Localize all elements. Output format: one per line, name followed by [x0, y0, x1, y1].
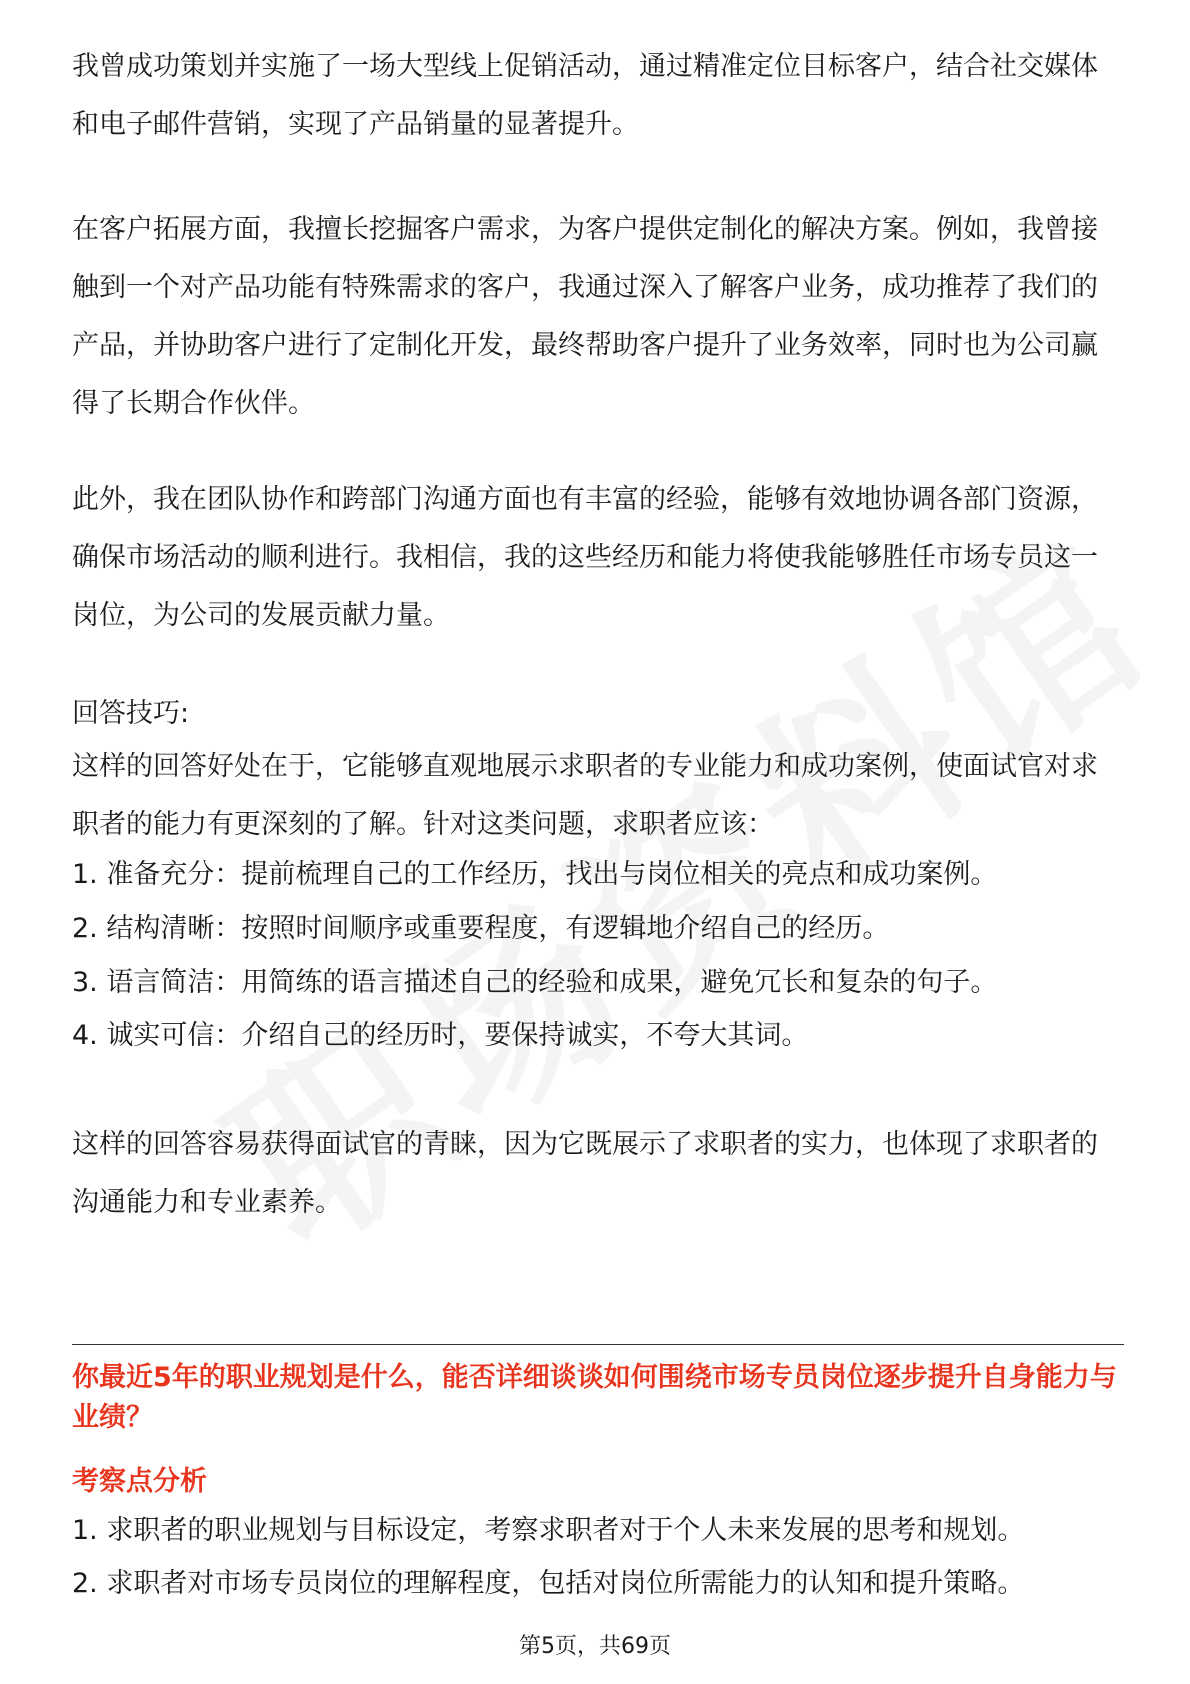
tips-intro: 这样的回答好处在于，它能够直观地展示求职者的专业能力和成功案例，使面试官对求职者的能力有更深刻的了解。针对这类问题，求职者应该： [72, 751, 1098, 840]
paragraph-promotion: 我曾成功策划并实施了一场大型线上促销活动，通过精准定位目标客户，结合社交媒体和电子邮件营销，实现了产品销量的显著提升。 [72, 51, 1098, 140]
section-divider [72, 1344, 1124, 1345]
analysis-item-1: 1. 求职者的职业规划与目标设定，考察求职者对于个人未来发展的思考和规划。 [72, 1515, 1025, 1546]
tips-conclusion: 这样的回答容易获得面试官的青睐，因为它既展示了求职者的实力，也体现了求职者的沟通能力和专业素养。 [72, 1129, 1098, 1218]
question-title: 你最近5年的职业规划是什么，能否详细谈谈如何围绕市场专员岗位逐步提升自身能力与业绩？ [72, 1362, 1117, 1433]
analysis-item-2: 2. 求职者对市场专员岗位的理解程度，包括对岗位所需能力的认知和提升策略。 [72, 1568, 1025, 1599]
page-number: 第5页，共69页 [519, 1634, 671, 1659]
tips-item-2: 2. 结构清晰：按照时间顺序或重要程度，有逻辑地介绍自己的经历。 [72, 913, 890, 944]
tips-heading: 回答技巧: [72, 698, 190, 729]
tips-item-1: 1. 准备充分：提前梳理自己的工作经历，找出与岗位相关的亮点和成功案例。 [72, 859, 998, 890]
tips-item-3: 3. 语言简洁：用简练的语言描述自己的经验和成果，避免冗长和复杂的句子。 [72, 967, 998, 998]
paragraph-client-expansion: 在客户拓展方面，我擅长挖掘客户需求，为客户提供定制化的解决方案。例如，我曾接触到一个对产品功能有特殊需求的客户，我通过深入了解客户业务，成功推荐了我们的产品，并协助客户进行了定制化开发，最终帮助客户提升了业务效率，同时也为公司赢得了长期合作伙伴。 [72, 214, 1098, 419]
paragraph-teamwork: 此外，我在团队协作和跨部门沟通方面也有丰富的经验，能够有效地协调各部门资源，确保市场活动的顺利进行。我相信，我的这些经历和能力将使我能够胜任市场专员这一岗位，为公司的发展贡献力量。 [72, 484, 1098, 631]
analysis-heading: 考察点分析 [72, 1466, 207, 1497]
tips-item-4: 4. 诚实可信：介绍自己的经历时，要保持诚实，不夸大其词。 [72, 1020, 809, 1051]
